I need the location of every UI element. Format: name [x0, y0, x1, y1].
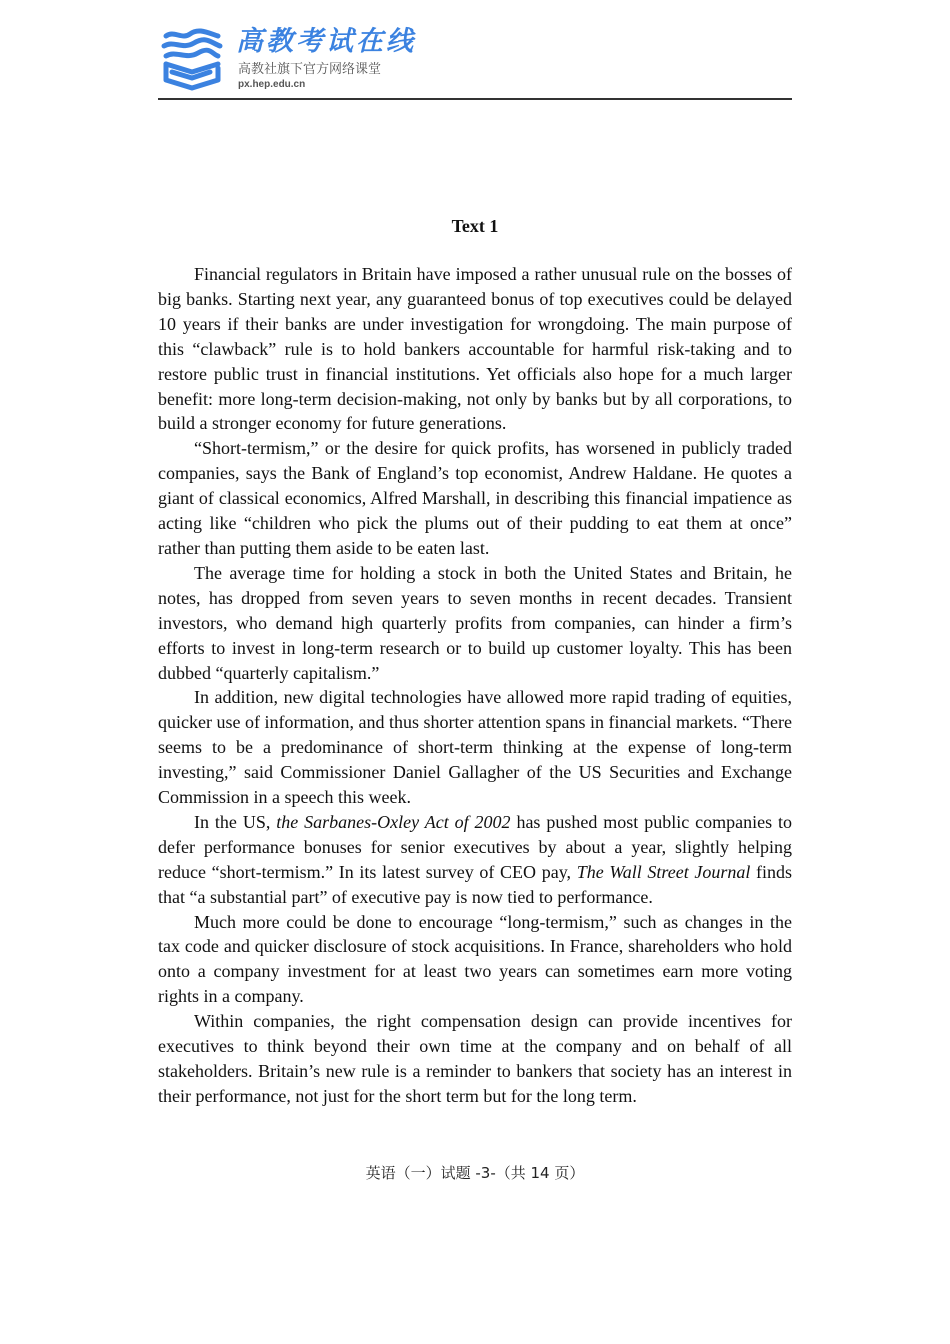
paragraph-7: Within companies, the right compensation design can provide incentives for executives to think beyond their own time at the company and on behalf of all stakeholders. Britain’s new rule is a reminder to bankers that society has an interest in their performance, not just for the short term but for the long term.	[158, 1011, 792, 1106]
paragraph-2: “Short-termism,” or the desire for quick profits, has worsened in publicly traded companies, says the Bank of England’s top economist, Andrew Haldane. He quotes a giant of classical economics, Alfred Marshall, in describing this financial impatience as acting like “children who pick the plums out of their pudding to eat them at once” rather than putting them aside to be eaten last.	[158, 438, 792, 558]
paragraph-4: In addition, new digital technologies have allowed more rapid trading of equities, quicker use of information, and thus shorter attention spans in financial markets. “There seems to be a predominance of short-term thinking at the expense of long-term investing,” said Commissioner Daniel Gallagher of the US Securities and Exchange Commission in a speech this week.	[158, 687, 792, 808]
book-waves-logo-icon	[160, 28, 224, 92]
logo-subtitle: 高教社旗下官方网络课堂	[238, 62, 382, 77]
paragraph-5	[158, 810, 792, 910]
logo-title: 高教考试在线	[236, 26, 416, 57]
paragraph-6: Much more could be done to encourage “long-termism,” such as changes in the tax code and quicker disclosure of stock acquisitions. In France, shareholders who hold onto a company investment for at least two years can sometimes earn more voting rights in a company.	[158, 911, 792, 1007]
paragraph-3: The average time for holding a stock in both the United States and Britain, he notes, has dropped from seven years to seven months in recent decades. Transient investors, who demand high quarterly profits from companies, can hinder a firm’s efforts to invest in long-term research or to build up customer loyalty. This has been dubbed “quarterly capitalism.”	[158, 562, 792, 683]
article-body	[158, 262, 792, 1109]
header-divider	[158, 98, 792, 100]
page-header	[158, 24, 792, 100]
paragraph-5-text-c: finds that “a substantial part” of executive pay is now tied to performance.	[158, 861, 793, 907]
article-title: Text 1	[451, 216, 499, 236]
newspaper-title-italic: The Wall Street Journal	[576, 861, 751, 882]
paragraph-5-text-a: In the US,	[194, 811, 277, 832]
logo-url: px.hep.edu.cn	[238, 79, 306, 90]
paragraph-1: Financial regulators in Britain have imposed a rather unusual rule on the bosses of big banks. Starting next year, any guaranteed bonus of top executives could be delayed 10 years if their banks are under investigation for wrongdoing. The main purpose of this “clawback” rule is to hold bankers accountable for harmful risk-taking and to restore public trust in financial institutions. Yet officials also hope for a much larger benefit: more long-term decision-making, not only by banks but by all corporations, to build a stronger economy for future generations.	[158, 264, 792, 434]
paragraph-5-text-b: has pushed most public companies to defer performance bonuses for senior executives by about a year, slightly helping reduce “short-termism.” In its latest survey of CEO pay,	[158, 811, 792, 882]
act-title-italic: the Sarbanes-Oxley Act of 2002	[276, 811, 511, 832]
page-footer: 英语（一）试题 -3-（共 14 页）	[365, 1164, 585, 1182]
